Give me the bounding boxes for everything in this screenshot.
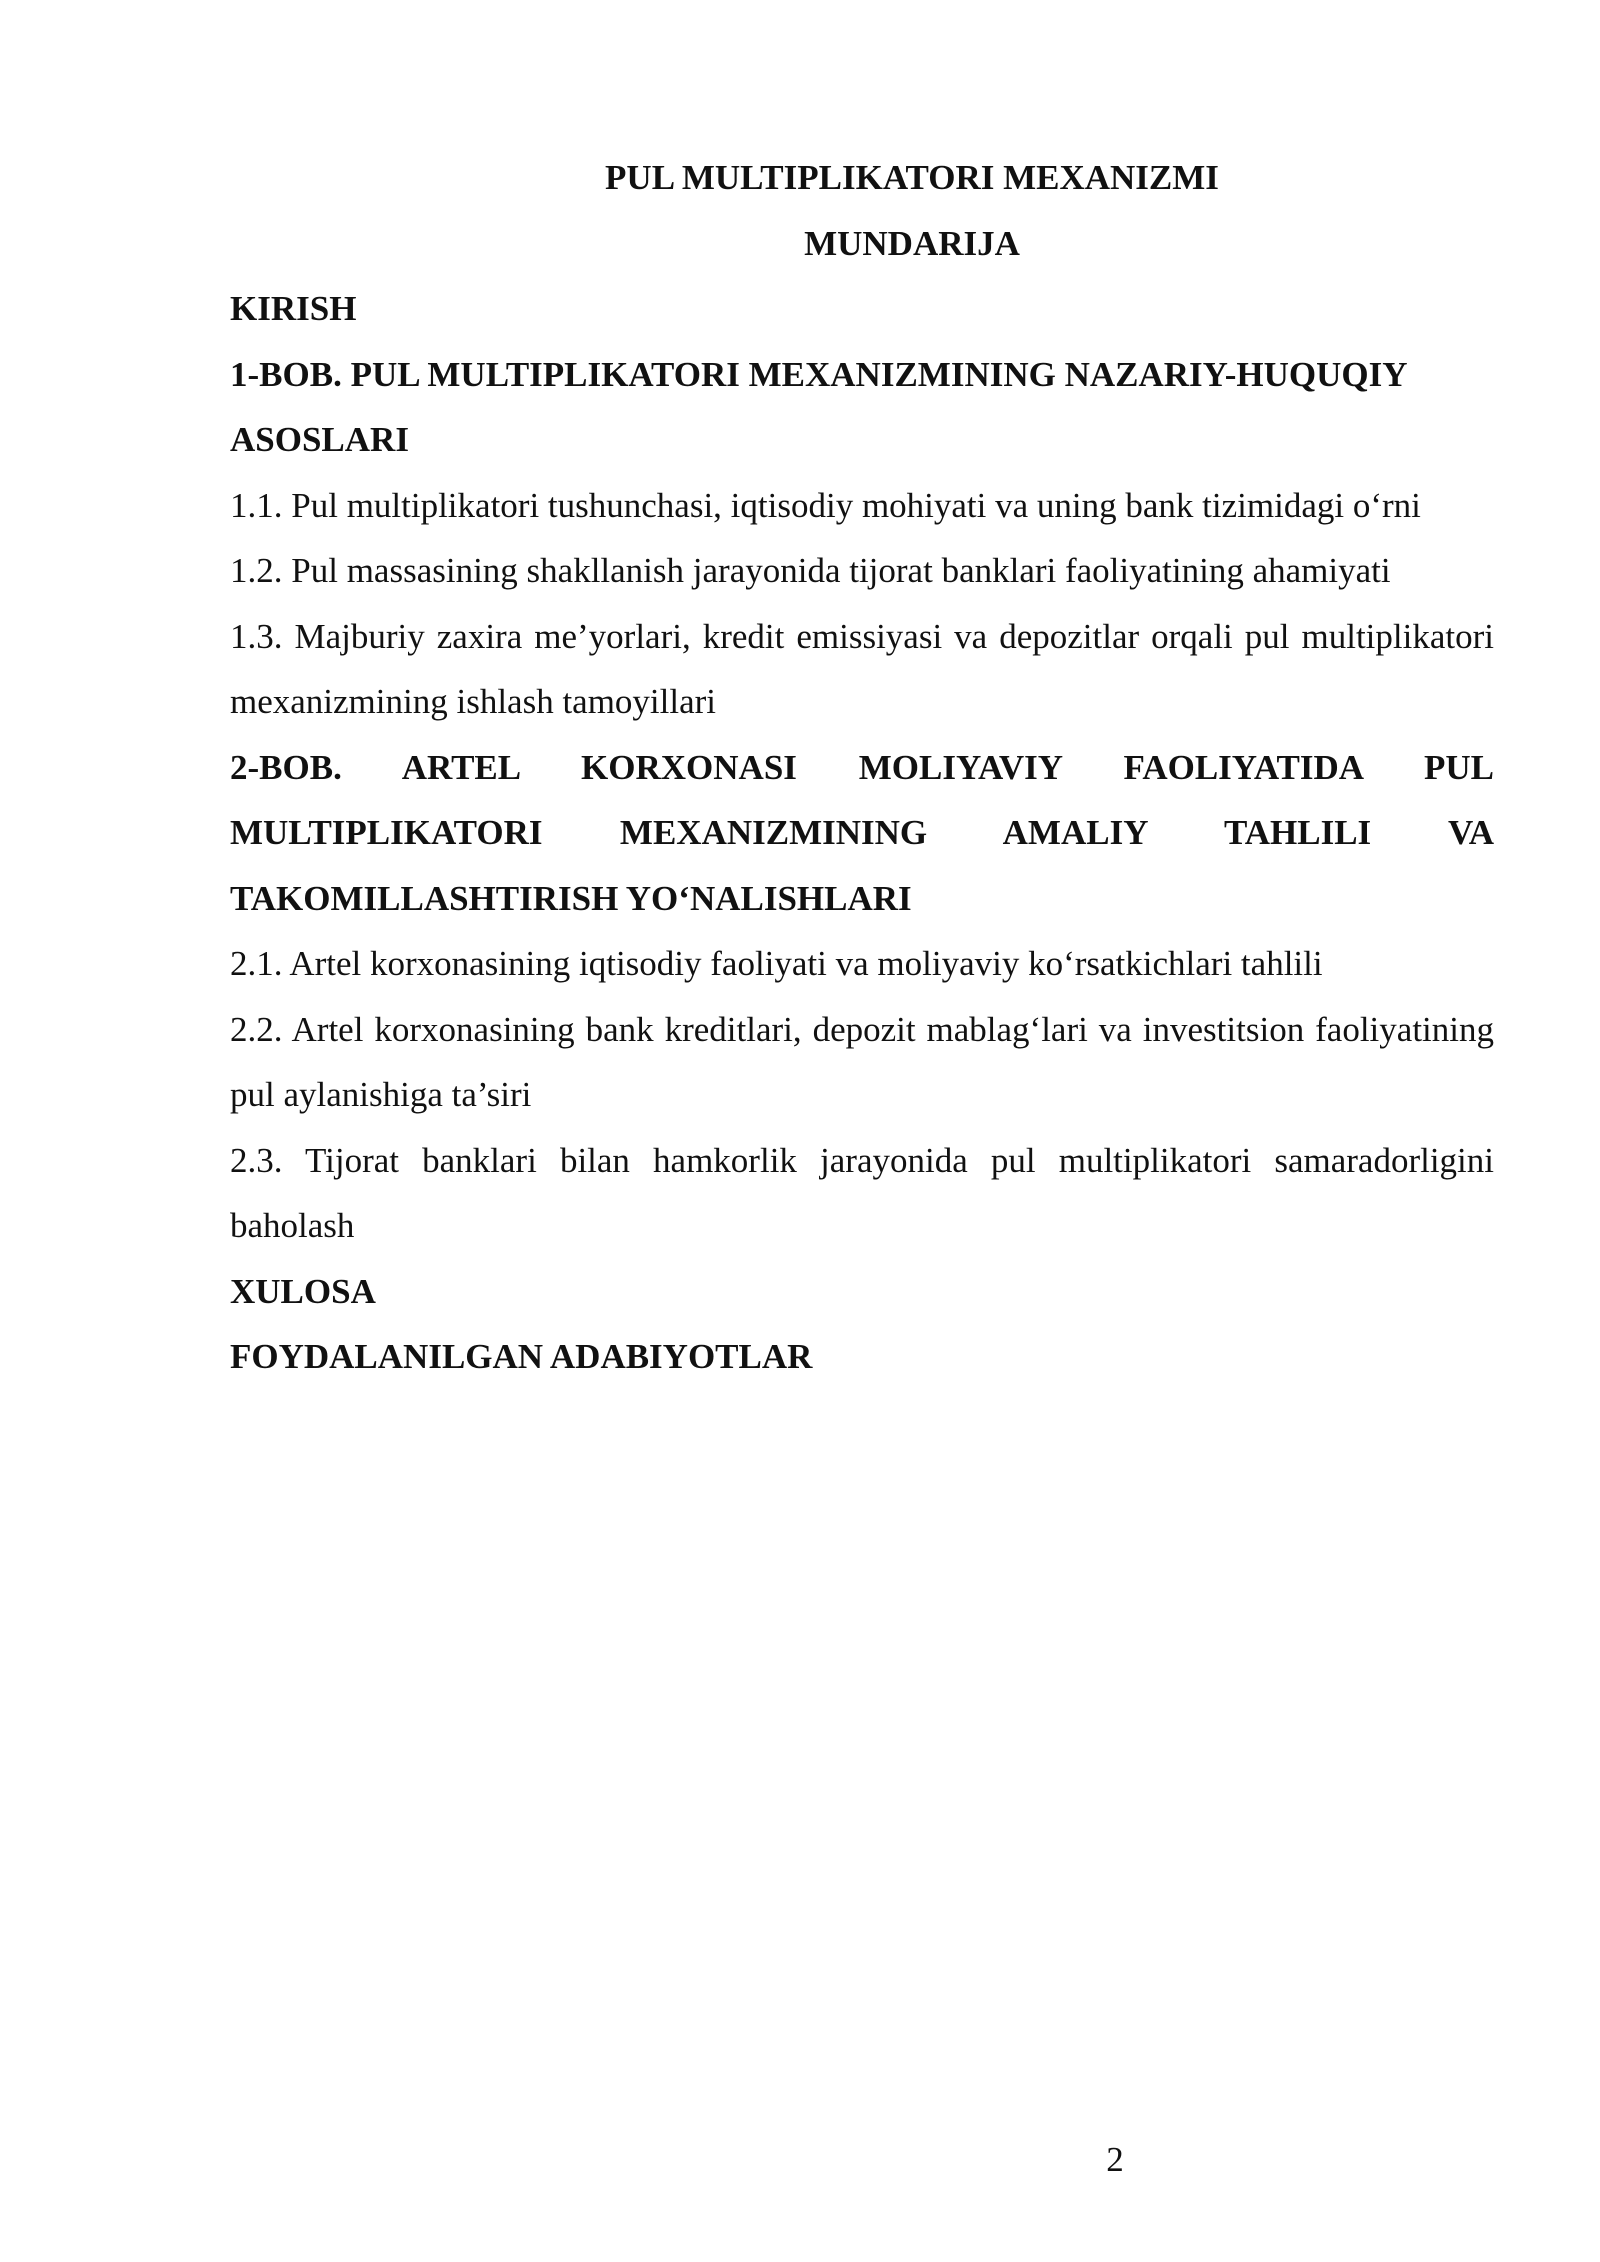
toc-item-1-2: 1.2. Pul massasining shakllanish jarayonida tijorat banklari faoliyatining ahamiyati: [230, 551, 1391, 590]
toc-heading: MUNDARIJA: [804, 223, 1020, 263]
toc-item-2-2: 2.2. Artel korxonasining bank kreditlari, depozit mablag‘lari va investitsion faoliyatining pul aylanishiga ta’siri: [230, 1009, 1494, 1114]
page-number: 2: [1106, 2140, 1124, 2179]
toc-item-2-3: 2.3. Tijorat banklari bilan hamkorlik jarayonida pul multiplikatori samaradorligini baholash: [230, 1140, 1494, 1245]
toc-item-1-1: 1.1. Pul multiplikatori tushunchasi, iqtisodiy mohiyati va uning bank tizimidagi o‘rni: [230, 485, 1421, 525]
toc-item-references: FOYDALANILGAN ADABIYOTLAR: [230, 1337, 813, 1376]
toc-item-intro: KIRISH: [230, 289, 357, 328]
toc-item-1-3: 1.3. Majburiy zaxira me’yorlari, kredit emissiyasi va depozitlar orqali pul multiplikatori mexanizmining ishlash tamoyillari: [230, 616, 1494, 721]
toc-item-chapter-1: 1-BOB. PUL MULTIPLIKATORI MEXANIZMINING NAZARIY-HUQUQIY ASOSLARI: [230, 354, 1407, 459]
document-title: PUL MULTIPLIKATORI MEXANIZMI: [605, 158, 1219, 197]
toc-item-conclusion: XULOSA: [230, 1271, 376, 1311]
toc-item-chapter-2: 2-BOB. ARTEL KORXONASI MOLIYAVIY FAOLIYATIDA PUL MULTIPLIKATORI MEXANIZMINING AMALIY TAHLILI VA TAKOMILLASHTIRISH YO‘NALISHLARI: [230, 747, 1494, 918]
document-content: [230, 145, 1494, 1390]
toc-item-2-1: 2.1. Artel korxonasining iqtisodiy faoliyati va moliyaviy ko‘rsatkichlari tahlili: [230, 944, 1323, 983]
